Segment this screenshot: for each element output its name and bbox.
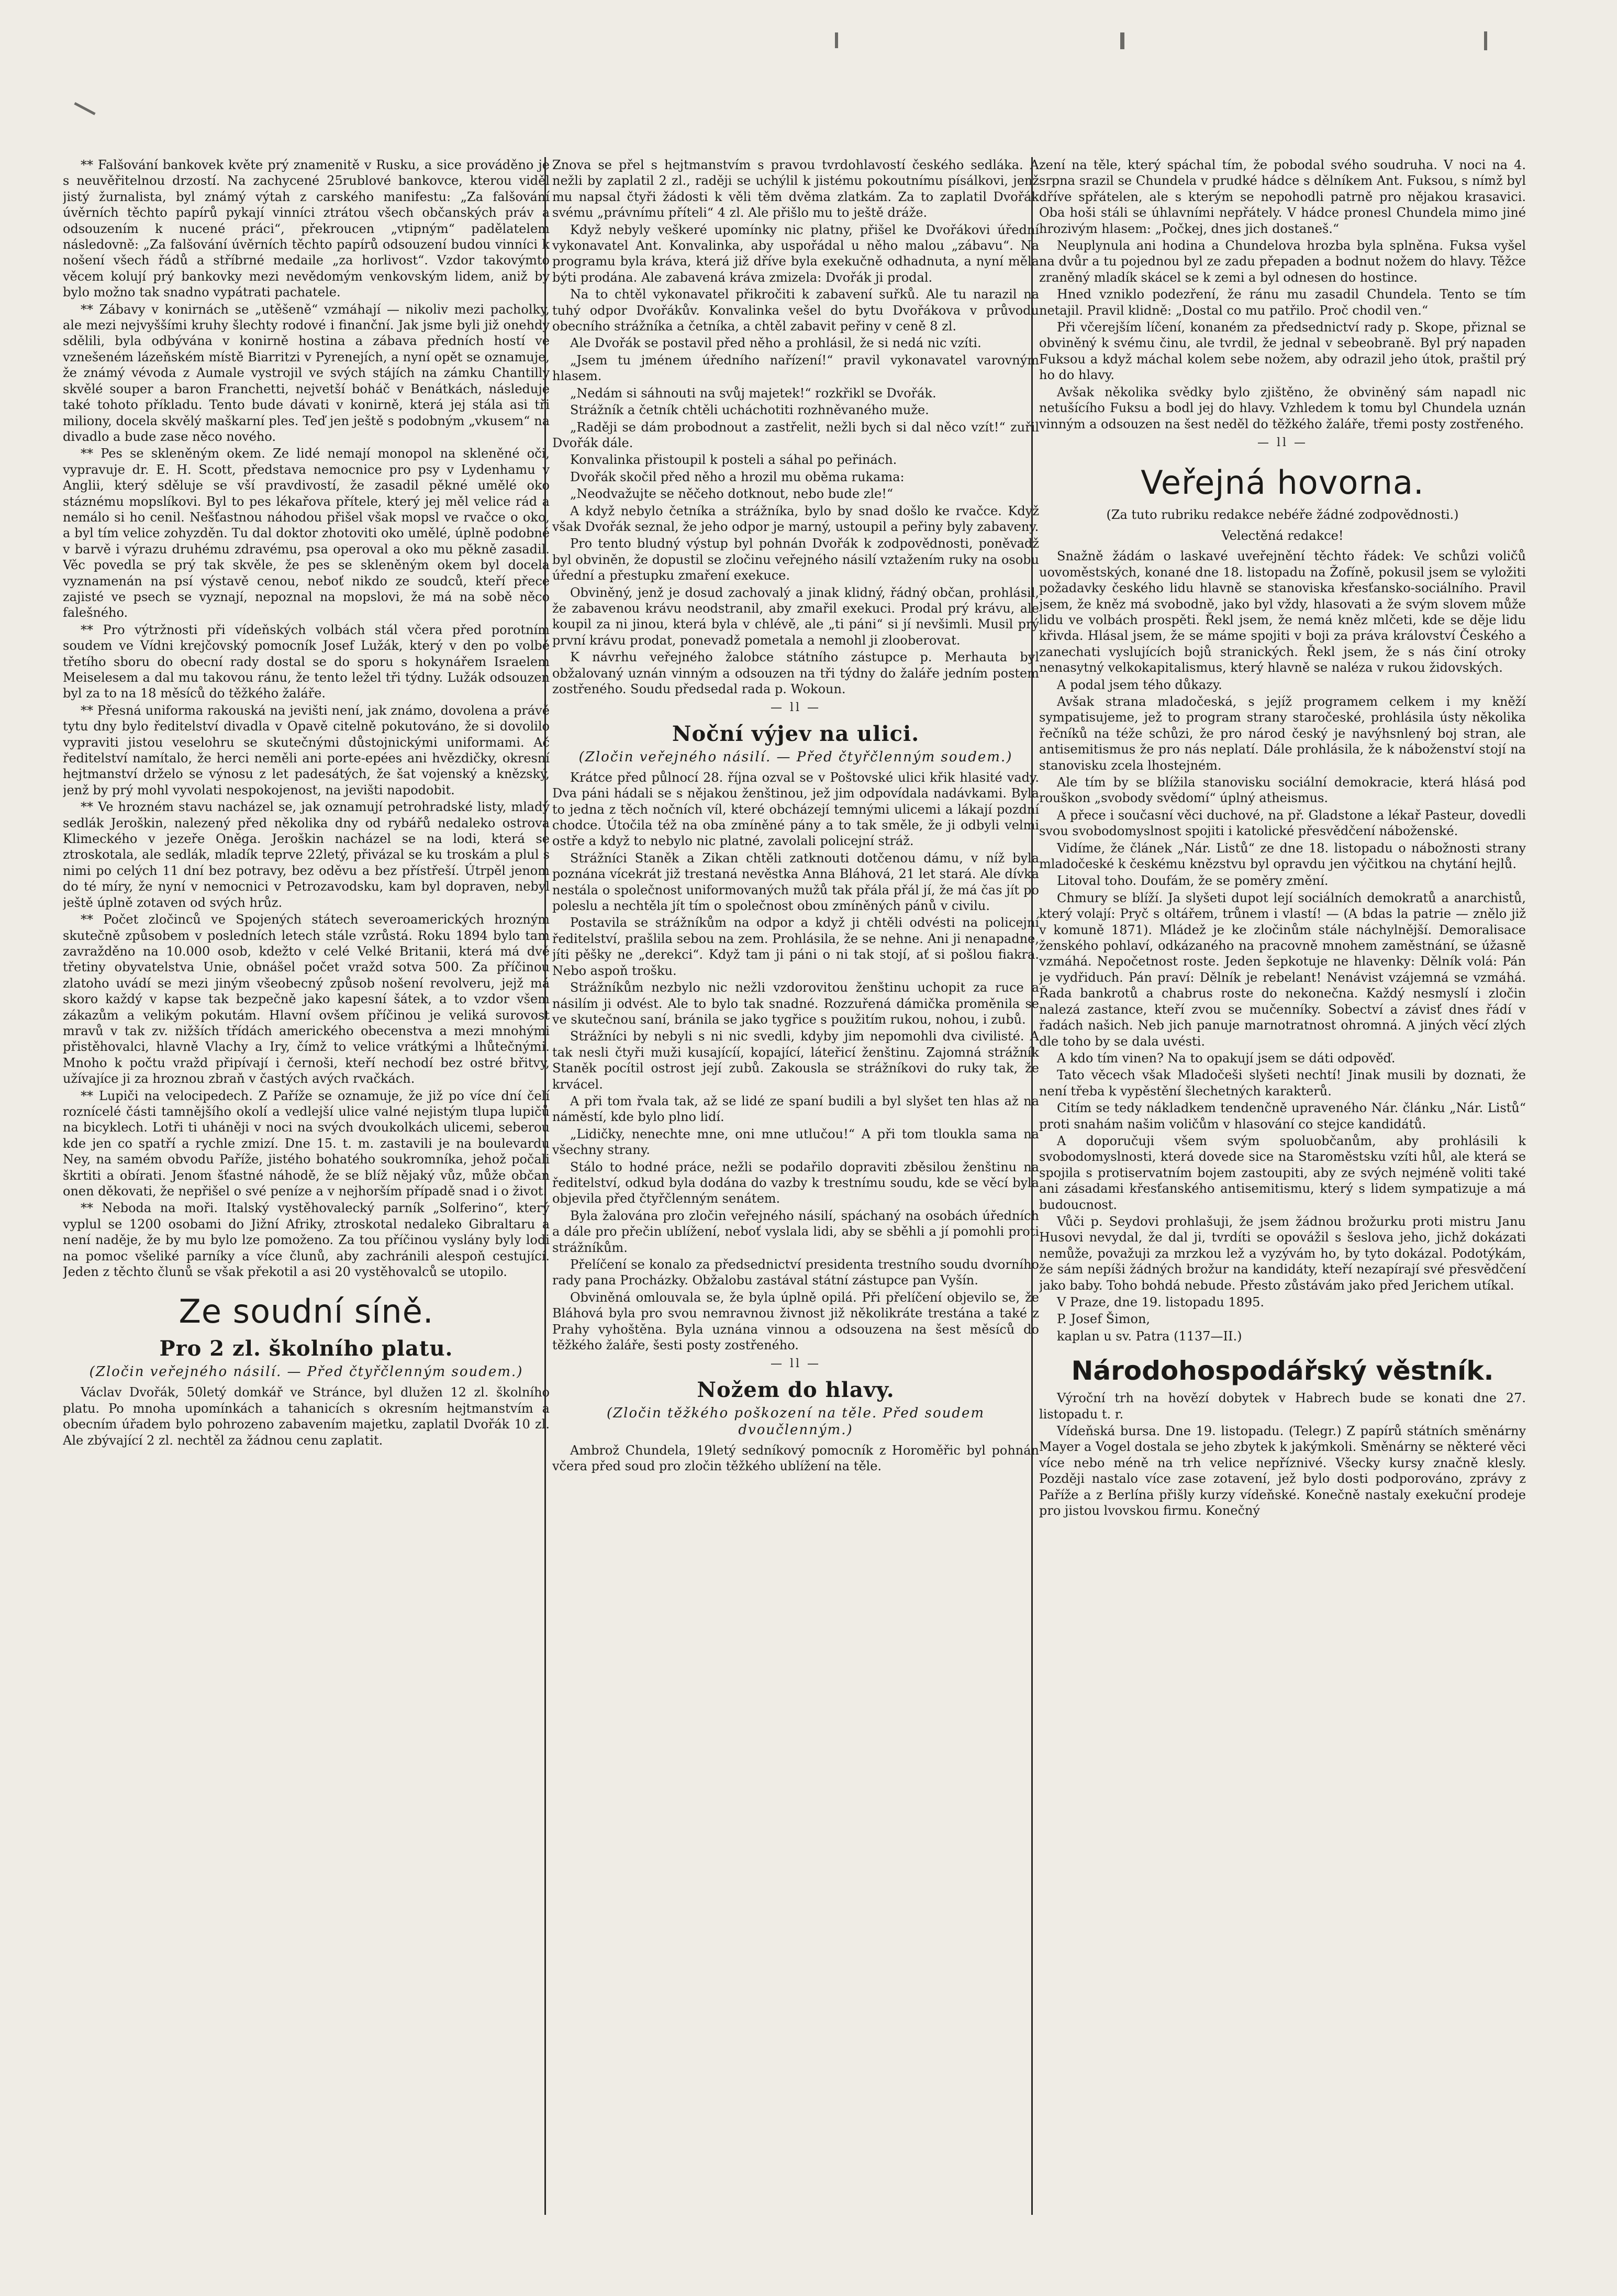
news-item-stable-parties: ** Zábavy v konirnách se „utěšeně“ vzmáhají — nikoliv mezi pacholky, ale mezi nejvyššími kruhy šlechty rodové i finanční. Jak jsme byli již onehdy sdělili, byla odbývána v konirně hostina a zábava předních hostí ve vznešeném lázeňském místě Biarritzi v Pyrenejích, a nyní opět se oznamuje, že známý vévoda z Aumale vystrojil ve svých stájích na zámku Chantilly skvělé souper a baron Franchetti, nejvetší boháč v Benátkách, následuje také tohoto příkladu. Tento bude dávati v konirně, která jej stála asi tři miliony, docela skvělý maškarní ples. Teď jen ještě s podobným „vkusem“ na divadlo a bude zase něco nového.: [63, 302, 550, 444]
article-charge: (Zločin veřejného násilí. — Před čtyřčlenným soudem.): [578, 749, 1013, 765]
article-title: Pro 2 zl. školního platu.: [159, 1336, 453, 1361]
article-charge: (Zločin těžkého poškození na těle. Před soudem dvoučlenným.): [606, 1405, 985, 1438]
article-body: Obviněný, jenž je dosud zachovalý a jinak klidný, řádný občan, prohlásil, že zabavenou krávu neodstranil, aby zmařil exekuci. Prodal prý krávu, ale koupil za ni jinou, která byla v chlévě, ale „ti páni“ si jí nevšimli. Musil prý první krávu prodat, ponevadž pometala a nemohl ji zlooberovat.: [552, 585, 1039, 648]
article-body: Dvořák skočil před něho a hrozil mu oběma rukama:: [570, 469, 905, 484]
article-body: „Lidičky, nenechte mne, oni mne utlučou!“ A při tom tloukla sama na všechny strany.: [552, 1126, 1039, 1158]
letter-body: Snažně žádám o laskavé uveřejnění těchto řádek: Ve schůzi voličů uovoměstských, konané dne 18. listopadu na Žofíně, pokusil jsem se vyložiti požadavky českého lidu hlavně se stanoviska křesťansko-sociálního. Pravil jsem, že kněz má svobodně, jako byl vždy, hlasovati a že svým slovem může lidu ve volbách prospěti. Řekl jsem, že nemá kněz mlčeti, kde se děje lidu křivda. Hlásal jsem, že se máme spojiti v boji za práva království Českého a zanechati vyslujících bojů stranických. Řekl jsem, že s nás činí otroky nenasytný velkokapitalismus, který hlavně se naléza v rukou židovských.: [1039, 549, 1526, 675]
article-body: Václav Dvořák, 50letý domkář ve Stránce, byl dlužen 12 zl. školního platu. Po mnoha upomínkách a tahanicích s okresním hejtmanstvím a obecním úřadem bylo pohrozeno zabavením majetku, zaplatil Dvořák 10 zl. Ale zbývající 2 zl. nechtěl za žádnou cenu zaplatit.: [63, 1385, 550, 1448]
letter-body: A kdo tím vinen? Na to opakují jsem se dáti odpověď.: [1057, 1050, 1396, 1066]
scan-dot: [835, 32, 838, 48]
article-body: Ambrož Chundela, 19letý sedníkový pomocník z Horoměřic byl pohnán včera před soud pro zločin těžkého ublížení na těle.: [552, 1443, 1039, 1474]
news-item-glass-eye-dog: ** Pes se skleněným okem. Ze lidé nemají monopol na skleněné oči, vypravuje dr. E. H. Scott, představa nemocnice pro psy v Lydenhamu v Anglii, který sděluje se vší pravdivostí, že zasadil pěkné umělé oko stáznému mopslíkovi. Byl to pes lékařova přítele, který jej měl velice rád a nemálo si ho cenil. Nešťastnou náhodou přišel však mopsl ve rvačce o oko, a byl tím velice zohyzděn. Tu dal doktor zhotoviti oko umělé, úplně podobné v barvě i výrazu druhému zdravému, psa operoval a oko mu pěkně zasadil. Věc povedla se prý tak skvěle, že pes se skleněným okem byl docela vyznamenán na psí výstavě cenou, neboť nikdo ze soudců, kteří přece zajisté ve psech se vyznají, nepoznal na mopslovi, že má na sobě něco falešného.: [63, 446, 550, 620]
article-body: „Neodvažujte se něčeho dotknout, nebo bude zle!“: [570, 486, 894, 502]
article-body: Znova se přel s hejtmanstvím s pravou tvrdohlavostí českého sedláka. A nežli by zaplatil 2 zl., raději se uchýlil k jistému pokoutnímu písálkovi, jenž mu napsal čtyři žádosti k věli těm dvěma zlatkám. Za to zaplatil Dvořák svému „právnímu příteli“ 4 zl. Ale přišlo mu to ještě dráže.: [552, 158, 1039, 220]
article-body: Přelíčení se konalo za předsednictví presidenta trestního soudu dvorního rady pana Procházky. Obžalobu zastával státní zástupce pan Vyšín.: [552, 1257, 1039, 1288]
news-item-bicycle-robbers: ** Lupiči na velocipedech. Z Paříže se oznamuje, že již po více dní čelí roznícelé části tamnějšího okolí a vedlejší ulice valné nejistým tlupa lupičů na bicyklech. Lotři ti uháněji v noci na svých dvoukolkách ulicemi, seberou kde jen co spatří a rychle zmizí. Dne 15. t. m. zastavili je na boulevardu Ney, na samém obvodu Paříže, jistého bohatého soukromníka, jehož počali škrtiti a obírati. Jenom šťastné náhodě, že se blíž nějaký vůz, může občan onen děkovati, že nepřišel o své peníze a v nejhorším případě snad i o život.: [63, 1088, 550, 1199]
article-body: Při včerejším líčení, konaném za předsednictví rady p. Skope, přiznal se obviněný k svému činu, ale tvrdil, že jednal v sebeobraně. Byl prý napaden Fuksou a když máchal kolem sebe nožem, aby odrazil jeho útok, praštil prý ho do hlavy.: [1039, 320, 1526, 383]
scan-mark: [74, 102, 95, 115]
article-end-mark: — ll —: [1257, 436, 1308, 449]
news-item-counterfeit: ** Falšování bankovek květe prý znamenitě v Rusku, a sice prováděno je s neuvěřitelnou drzostí. Na zachycené 25rublové bankovce, kterou viděl jistý žurnalista, byl známý výtah z carského manifestu: „Za falšování úvěrních těchto papírů pykají vinníci ztrátou všech občanských práv a odsouzením k nucené práci“, překroucen „vtipným“ padělatelem následovně: „Za falšování úvěrních těchto papírů odsouzení budou vinníci k nošení všech řádů a stříbrné medaile „za horlivost“. Vzdor takovýmto věcem kolují prý bankovky mezi nevědomým venkovským lidem, aniž by bylo možno tak snadno vypátrati pachatele.: [63, 158, 550, 300]
article-body: K návrhu veřejného žalobce státního zástupce p. Merhauta byl obžalovaný uznán vinným a odsouzen na tři týdny do žaláře jedním postem zostřeného. Soudu předsedal rada p. Wokoun.: [552, 650, 1039, 696]
letter-body: Tato věcech však Mladočeši slyšeti nechtí! Jinak musili by doznati, že není třeba k vypěstění šlechetných karakterů.: [1039, 1068, 1526, 1099]
letter-signature: P. Josef Šimon,: [1057, 1312, 1151, 1327]
article-body: Pro tento bludný výstup byl pohnán Dvořák k zodpovědnosti, poněvadž byl obviněn, že dopustil se zločinu veřejného násilí vztažením ruky na osobu úřední a přestupku zmaření exekuce.: [552, 536, 1039, 583]
scan-dot: [1484, 31, 1487, 50]
column-left: [63, 157, 550, 2220]
economy-item: Vídeňská bursa. Dne 19. listopadu. (Telegr.) Z papírů státních směnárny Mayer a Vogel dostala se jeho zbytek k jakýmkoli. Směnárny se některé věci více nebo méně na trh velice nepříznivé. Všecky kursy značně klesly. Později nastalo více zase zotavení, jež bylo dosti podporováno, zprávy z Paříže a z Berlína přišly kurzy vídeňské. Konečně nastaly exekuční prodeje pro jistou lvovskou firmu. Konečný: [1039, 1424, 1526, 1518]
article-body: A když nebylo četníka a strážníka, bylo by snad došlo ke rvačce. Když však Dvořák seznal, že jeho odpor je marný, ustoupil a peřiny byly zabaveny.: [552, 503, 1039, 534]
section-heading-court: Ze soudní síně.: [179, 1292, 434, 1331]
article-end-mark: — ll —: [770, 701, 821, 715]
scan-dot: [1120, 32, 1124, 49]
article-body: „Raději se dám probodnout a zastřelit, nežli bych si dal něco vzít!“ zuřil Dvořák dále.: [552, 419, 1039, 450]
news-item-shipwreck-survivor: ** Ve hrozném stavu nacházel se, jak oznamují petrohradské listy, mladý sedlák Jeroškin, nalezený před několika dny od rybářů nedaleko ostrova Klimeckého v jezeře Oněga. Jeroškin nacházel se na lodi, která se ztroskotala, ale sedlák, mladík teprve 22letý, přivázal se ku troskám a plul s nimi po celých 11 dní bez potravy, bez oděvu a bez přístřeší. Útrpěl jenom do té míry, že nyní v nemocnici v Petrozavodsku, kam byl dopraven, nebyl ještě úplně zotaven od svých hrůz.: [63, 800, 550, 910]
news-item-us-crime: ** Počet zločinců ve Spojených státech severoamerických hrozným skutečně způsobem v posledních letech stále vzrůstá. Roku 1894 bylo tam zavražděno na 10.000 osob, kdežto v celé Velké Britanii, která má dvě třetiny obyvatelstva Unie, obnášel počet vražd sotva 500. Za příčinou zlatoho uvádí se mezi jiným všeobecný způsob nošení revolveru, jejž má skoro každý v kapse tak bezpečně jako kapesní šátek, a to vzdor všem zákazům a velikým pokutám. Hlavní ovšem příčinou je veliká surovost mravů v tak zv. nižších třídách amerického obecenstva a mezi mnohými přistěhovalci, hlavně Vlachy a Iry, čímž to velice vrátkými a lhůtečnými. Mnoho k počtu vražd připívají i černoši, kteří nechodí bez ostré břitvy, užívajíce ji za hroznou zbraň v častých avých rvačkách.: [63, 912, 550, 1086]
column-right: [1039, 157, 1526, 2220]
article-body: Ale Dvořák se postavil před něho a prohlásil, že si nedá nic vzíti.: [570, 336, 982, 351]
article-body: Hned vzniklo podezření, že ránu mu zasadil Chundela. Tento se tím netajil. Pravil klidně: „Dostal co mu patřilo. Proč chodil ven.“: [1039, 287, 1526, 318]
article-charge: (Zločin veřejného násilí. — Před čtyřčlenným soudem.): [89, 1364, 523, 1380]
section-heading-economy: Národohospodářský věstník.: [1071, 1356, 1494, 1387]
article-body: Avšak několika svědky bylo zjištěno, že obviněný sám napadl nic netušícího Fuksu a bodl jej do hlavy. Vzhledem k tomu byl Chundela uznán vinným a odsouzen na šest neděl do těžkého žaláře, třemi posty zostřeného.: [1039, 384, 1526, 431]
article-body: Postavila se strážníkům na odpor a když ji chtěli odvésti na policejní ředitelství, prašlila sebou na zem. Prohlásila, že se nehne. Ani ji nenapadne, jíti pěšky ne „derekci“. Když tam ji páni o ni tak stojí, ať si pošlou fiakra. Nebo aspoň trošku.: [552, 915, 1039, 978]
letter-body: A doporučuji všem svým spoluobčanům, aby prohlásili k svobodomyslnosti, která dovede sice na Staroměstsku vzíti hůl, ale která se spojila s protiservatním bojem zastoupiti, aby ze svých nejméně voliti také ani zásadami křesťanského antisemitismu, který s lidem sympatizuje a má budoucnost.: [1039, 1133, 1526, 1212]
column-middle: [552, 157, 1039, 2220]
article-end-mark: — ll —: [770, 1357, 821, 1371]
section-heading-forum: Veřejná hovorna.: [1141, 463, 1424, 502]
letter-body: Vidíme, že článek „Nár. Listů“ ze dne 18. listopadu o nábožnosti strany mladočeské k českému knězstvu byl opravdu jen výčitkou na chytání hejlů.: [1039, 840, 1526, 872]
article-body: Strážníci by nebyli s ni nic svedli, kdyby jim nepomohli dva civilisté. A tak nesli čtyři muži kusajícíí, kopající, láteřicí ženštinu. Zajomná strážník Staněk pocítil ostrost její zubů. Zakousla se strážníkovi do ruky tak, že krvácel.: [552, 1029, 1039, 1092]
article-body: Strážníci Staněk a Zikan chtěli zatknouti dotčenou dámu, v níž byla poznána vícekrát již trestaná nevěstka Anna Bláhová, 21 let stará. Ale dívka nestála o společnost uniformovaných mužů tak přála přál jí, že má čas jít po poleslu a nechtěla jít tím o společnost obou zmíněných pánů v civilu.: [552, 850, 1039, 914]
letter-body: A podal jsem tého důkazy.: [1057, 677, 1222, 692]
article-body: „Jsem tu jménem úředního nařízení!“ pravil vykonavatel varovným hlasem.: [552, 352, 1039, 384]
letter-body: Litoval toho. Doufám, že se poměry změní.: [1057, 873, 1329, 889]
letter-signature-role: kaplan u sv. Patra (1137—II.): [1057, 1328, 1242, 1344]
article-body: Strážník a četník chtěli ucháchotiti rozhněvaného muže.: [570, 403, 929, 418]
letter-body: Chmury se blíží. Ja slyšeti dupot lejí sociálních demokratů a anarchistů, který volají: Pryč s oltářem, trůnem i vlastí! — (A bdas la patrie — znělo již v komuně 1871). Mládež je ke zločinům stále náchylnější. Demoralisace ženského pohlaví, odkázaného na pracovně mnohem zaměstnání, se úžasně vzmáhá. Nepočetnost roste. Jeden šepkotuje ne hlavenky: Dělník volá: Pán je vydřiduch. Pán praví: Dělník je rebelant! Nenávist vzájemná se vzmáhá. Řada bankrotů a chabrus roste do nekonečna. Každý nesmyslí i zločin nalezá zastance, kteří zvou se mučenníky. Sobectví a závisť dnes řádí v řadách našich. Neb jich panuje marnotratnost ohromná. A jiných věcí zlých dle toho by se dala uvésti.: [1039, 890, 1526, 1049]
article-body: Obviněná omlouvala se, že byla úplně opilá. Při přelíčení objevilo se, že Bláhová byla pro svou nemravnou živnost již několikráte trestána a také z Prahy vyhoštěna. Byla uznána vinnou a odsouzena na šest měsíců do těžkého žaláře, šesti posty zostřeného.: [552, 1290, 1039, 1353]
article-body: Neuplynula ani hodina a Chundelova hrozba byla splněna. Fuksa vyšel na dvůr a tu pojednou byl ze zadu přepaden a bodnut nožem do hlavy. Těžce zraněný mladík skácel se k zemi a byl odnesen do hostince.: [1039, 238, 1526, 285]
article-body: Stálo to hodné práce, nežli se podařilo dopraviti zběsilou ženštinu na ředitelství, odkud byla dodána do vazby k trestnímu soudu, kde se věcí byla objevila před čtyřčlenným senátem.: [552, 1159, 1039, 1206]
letter-place-date: V Praze, dne 19. listopadu 1895.: [1057, 1295, 1265, 1310]
letter-body: Avšak strana mladočeská, s jejíž programem celkem i my kněží sympatisujeme, jež to program strany staročeské, prohlásila ústy několika řečníků na téže schůzi, že pro národ český je navýhsnlený boj stran, ale antisemitismus že pro nás neplatí. Dále prohlásila, že k náboženství stojí na stanovisku zcela lhostejném.: [1039, 694, 1526, 773]
letter-body: Vůči p. Seydovi prohlašuji, že jsem žádnou brožurku proti mistru Janu Husovi nevydal, že dal ji, tvrdíti se opovážil s šeslova jeho, jichž dokázati nemůže, považuji za mrzkou lež a vyzývám ho, by tyto dokázal. Podotýkám, že sám nepíši žádných brožur na kandidáty, kteří nezapírají své přesvědčení jako baby. Toho bohdá nebude. Přesto zůstávám jako před Jerichem utíkal.: [1039, 1214, 1526, 1293]
article-body: Byla žalována pro zločin veřejného násilí, spáchaný na osobách úředních a dále pro přečin ublížení, neboť vyslala lidi, aby se sběhli a jí pomohli proti strážníkům.: [552, 1208, 1039, 1255]
news-item-uniform-stage: ** Přesná uniforma rakouská na jevišti není, jak známo, dovolena a právě tytu dny bylo ředitelství divadla v Opavě citelně pokutováno, že si dovolilo vypraviti jistou veselohru se skutečnými důstojnickými uniformami. Ač ředitelství namítalo, že herci neměli ani porte-epées ani hvězdičky, okresní hejtmanství drželo se výnosu z let padesátých, že šat vojenský a knězský, jenž by prý mohl vyvolati nespokojenost, na jevišti napodobit.: [63, 703, 550, 797]
letter-body: Ale tím by se blížila stanovisku sociální demokracie, která hlásá pod rouškon „svobody svědomí“ úplný atheismus.: [1039, 775, 1526, 806]
economy-item: Výroční trh na hovězí dobytek v Habrech bude se konati dne 27. listopadu t. r.: [1039, 1391, 1526, 1422]
article-body: Když nebyly veškeré upomínky nic platny, přišel ke Dvořákovi úřední vykonavatel Ant. Konvalinka, aby uspořádal u něho malou „zábavu“. Na programu byla kráva, která již dříve byla exekučně odhadnuta, a nyní měla býti prodána. Ale zabavená kráva zmizela: Dvořák ji prodal.: [552, 222, 1039, 285]
letter-body: Citím se tedy nákladkem tendenčně upraveného Nár. článku „Nár. Listů“ proti snahám našim voličům v hlasování co stejce kandidátů.: [1039, 1101, 1526, 1132]
article-body: „Nedám si sáhnouti na svůj majetek!“ rozkřikl se Dvořák.: [570, 385, 936, 401]
news-item-sea-accident: ** Neboda na moři. Italský vystěhovalecký parník „Solferino“, který vyplul se 1200 osobami do Jižní Afriky, ztroskotal nedaleko Gibraltaru a není naděje, že by mu bylo lze pomoženo. Za tou příčinou vyslány byly lodi na pomoc všeliké parníky a více člunů, aby zachránili alespoň cestující. Jeden z těchto člunů se však překotil a asi 20 vystěhovalců se utopilo.: [63, 1201, 550, 1280]
article-body: Strážníkům nezbylo nic nežli vzdorovitou ženštinu uchopit za ruce a násilím ji odvést. Ale to bylo tak snadné. Rozzuřená dámička proměnila se ve skutečnou saní, bránila se jako tygřice s použitím rukou, nohou, i zubů.: [552, 980, 1039, 1027]
article-body: zení na těle, který spáchal tím, že pobodal svého soudruha. V noci na 4. srpna srazil se Chundela v prudké hádce s dělníkem Ant. Fuksou, s nímž byl dříve spřátelen, ale s kterým se nepohodli patrně pro nějakou krasavici. Oba hoši stáli se úhlavními nepřátely. V hádce pronesl Chundela mimo jiné hrozivým hlasem: „Počkej, dnes jich dostaneš.“: [1039, 158, 1526, 236]
letter-body: A přece i současní věci duchové, na př. Gladstone a lékař Pasteur, dovedli svou svobodomyslnost spojiti i katolické přesvědčení náboženské.: [1039, 807, 1526, 839]
news-item-vienna-elections: ** Pro výtržnosti při vídeňských volbách stál včera před porotním soudem ve Vídni krejčovský pomocník Josef Lužák, který v den po volbě třetího sboru do obecní rady dostal se do sporu s hokynářem Israelem Meiselesem a dal mu takovou ránu, že tento ležel tři týdny. Lužák odsouzen byl za to na 18 měsíců do těžkého žaláře.: [63, 622, 550, 701]
article-body: A při tom řvala tak, až se lidé ze spaní budili a byl slyšet ten hlas až na náměstí, kde bylo plno lidí.: [552, 1093, 1039, 1125]
article-title: Nožem do hlavy.: [697, 1377, 895, 1402]
article-body: Na to chtěl vykonavatel přikročiti k zabavení suřků. Ale tu narazil na tuhý odpor Dvořákův. Konvalinka vešel do bytu Dvořákova v průvodu obecního strážníka a četníka, a chtěl zabavit peřiny v ceně 8 zl.: [552, 287, 1039, 334]
article-title: Noční výjev na ulici.: [672, 721, 920, 746]
article-body: Krátce před půlnocí 28. října ozval se v Poštovské ulici křik hlasité vady. Dva páni hádali se s nějakou ženštinou, jež jim odpovídala nadávkami. Byla to jedna z těch nočních víl, které obcházejí temnými ulicemi a lákají pozdní chodce. Útočila též na oba zmíněné pány a to tak směle, že ji odbyli velmi ostře a když to nebylo nic platné, zavolali policejní stráž.: [552, 770, 1039, 849]
letter-greeting: Velectěná redakce!: [1221, 528, 1344, 544]
article-body: Konvalinka přistoupil k posteli a sáhal po peřinách.: [570, 452, 897, 468]
editorial-disclaimer: (Za tuto rubriku redakce nebéře žádné zodpovědnosti.): [1106, 507, 1459, 523]
